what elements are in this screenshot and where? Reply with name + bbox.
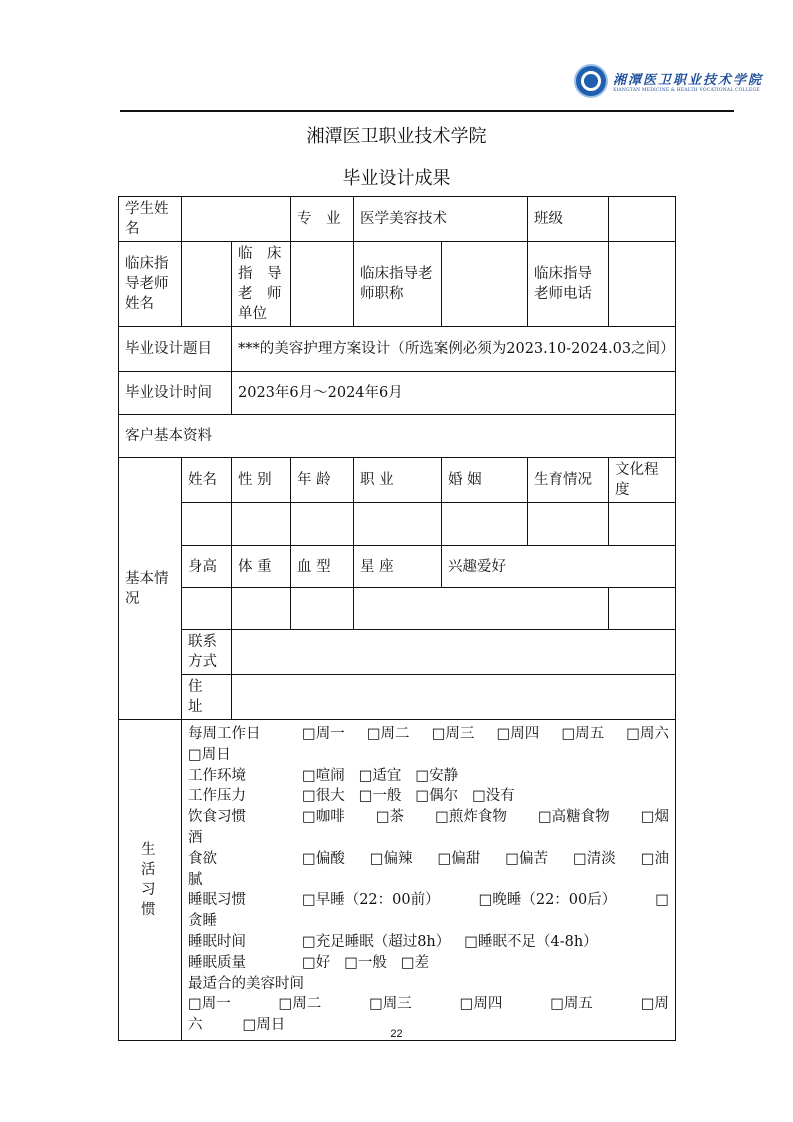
address-field[interactable] <box>232 675 676 720</box>
lifestyle-question: 工作环境 <box>188 767 246 784</box>
input-cell[interactable] <box>232 503 291 546</box>
header-cell: 生育情况 <box>528 458 609 503</box>
contact-field[interactable] <box>232 630 676 675</box>
lifestyle-question: 睡眠习惯 <box>188 892 246 909</box>
input-cell[interactable] <box>609 588 676 630</box>
lifestyle-question: 工作压力 <box>188 788 246 805</box>
checkbox-option[interactable]: □周二 <box>278 996 322 1013</box>
header-cell: 婚 姻 <box>442 458 528 503</box>
checkbox-option[interactable]: □周日 <box>242 1017 286 1034</box>
lifestyle-label: 生活习惯 <box>119 720 182 1041</box>
checkbox-option[interactable]: □油 <box>640 850 669 867</box>
input-cell[interactable] <box>182 588 232 630</box>
checkbox-option[interactable]: □周日 <box>188 746 231 763</box>
header-cell: 姓名 <box>182 458 232 503</box>
checkbox-option[interactable]: □很大 <box>302 788 345 805</box>
header-cell: 职 业 <box>354 458 442 503</box>
input-cell[interactable] <box>354 503 442 546</box>
logo-en: XIANGTAN MEDICINE & HEALTH VOCATIONAL COLLEGE <box>613 88 760 93</box>
student-name-field[interactable] <box>182 197 291 242</box>
checkbox-option[interactable]: □没有 <box>472 788 515 805</box>
class-field[interactable] <box>609 197 676 242</box>
checkbox-option[interactable]: □晚睡（22：00后） <box>478 892 617 909</box>
input-cell[interactable] <box>291 588 354 630</box>
lifestyle-line <box>188 786 669 807</box>
lifestyle-line <box>188 994 669 1015</box>
tutor-unit-label: 临 床指 导老 师单位 <box>232 242 291 327</box>
checkbox-option[interactable]: □周三 <box>369 996 412 1013</box>
lifestyle-line <box>188 953 669 974</box>
lifestyle-question: 睡眠质量 <box>188 954 246 971</box>
tutor-title-field[interactable] <box>442 242 528 327</box>
checkbox-option[interactable]: □咖啡 <box>302 809 345 826</box>
time-label: 毕业设计时间 <box>119 372 232 415</box>
header-cell: 血 型 <box>291 546 354 588</box>
header-cell: 身高 <box>182 546 232 588</box>
option-text: 酒 <box>188 829 203 846</box>
checkbox-option[interactable]: □好 <box>302 954 331 971</box>
lifestyle-line <box>188 932 669 953</box>
lifestyle-line <box>188 911 669 932</box>
time-value[interactable]: 2023年6月～2024年6月 <box>232 372 676 415</box>
checkbox-option[interactable]: □偏苦 <box>505 850 548 867</box>
checkbox-option[interactable]: □周 <box>640 996 669 1013</box>
checkbox-option[interactable]: □睡眠不足（4-8h） <box>464 933 598 950</box>
lifestyle-line <box>188 766 669 787</box>
tutor-name-field[interactable] <box>182 242 232 327</box>
checkbox-option[interactable]: □早睡（22：00前） <box>302 892 440 909</box>
college-logo <box>574 64 763 98</box>
tutor-title-label: 临床指导老师职称 <box>354 242 442 327</box>
checkbox-option[interactable]: □一般 <box>358 788 402 805</box>
client-info-heading: 客户基本资料 <box>119 415 676 458</box>
lifestyle-line <box>188 745 669 766</box>
doc-title: 湘潭医卫职业技术学院 <box>306 126 487 147</box>
lifestyle-question: 饮食习惯 <box>188 809 246 826</box>
topic-label: 毕业设计题目 <box>119 327 232 372</box>
checkbox-option[interactable]: □周一 <box>302 726 345 742</box>
checkbox-option[interactable]: □周三 <box>431 726 475 742</box>
checkbox-option[interactable]: □周一 <box>188 996 231 1013</box>
option-text: 腻 <box>188 871 203 888</box>
checkbox-option[interactable]: □煎炸食物 <box>435 809 507 826</box>
address-label: 住 址 <box>182 675 232 720</box>
class-label: 班级 <box>528 197 609 242</box>
input-cell[interactable] <box>609 503 676 546</box>
major-label: 专 业 <box>291 197 354 242</box>
checkbox-option[interactable]: □ <box>655 892 669 909</box>
lifestyle-line <box>188 849 669 870</box>
checkbox-option[interactable]: □偏甜 <box>437 850 481 867</box>
checkbox-option[interactable]: □清淡 <box>573 850 616 867</box>
checkbox-option[interactable]: □烟 <box>640 809 669 826</box>
college-seal-icon <box>574 64 608 98</box>
tutor-name-label: 临床指导老师姓名 <box>119 242 182 327</box>
checkbox-option[interactable]: □周五 <box>550 996 593 1013</box>
checkbox-option[interactable]: □偶尔 <box>415 788 459 805</box>
lifestyle-options <box>182 720 676 1041</box>
checkbox-option[interactable]: □适宜 <box>358 767 402 784</box>
option-text: 最适合的美容时间 <box>188 975 304 992</box>
checkbox-option[interactable]: □差 <box>400 954 430 971</box>
header-cell: 体 重 <box>232 546 291 588</box>
checkbox-option[interactable]: □喧闹 <box>302 767 345 784</box>
input-cell[interactable] <box>442 503 528 546</box>
form-table <box>118 196 676 1041</box>
checkbox-option[interactable]: □周五 <box>561 726 605 742</box>
input-cell[interactable] <box>182 503 232 546</box>
header-cell: 文化程度 <box>609 458 676 503</box>
page-number: 22 <box>390 1028 403 1040</box>
doc-subtitle: 毕业设计成果 <box>342 168 451 189</box>
header-cell: 年 龄 <box>291 458 354 503</box>
option-text: 六 <box>188 1017 203 1034</box>
lifestyle-question: 食欲 <box>188 850 217 867</box>
basic-info-label: 基本情况 <box>119 458 182 720</box>
header-divider <box>120 110 734 112</box>
lifestyle-line <box>188 724 669 745</box>
header-cell: 兴趣爱好 <box>442 546 676 588</box>
checkbox-option[interactable]: □一般 <box>344 954 387 971</box>
checkbox-option[interactable]: □周四 <box>459 996 503 1013</box>
option-text: 贪睡 <box>188 913 217 930</box>
input-cell[interactable] <box>354 588 609 630</box>
logo-cn: 湘潭医卫职业技术学院 <box>613 73 764 88</box>
lifestyle-line <box>188 828 669 849</box>
checkbox-option[interactable]: □茶 <box>375 809 405 826</box>
checkbox-option[interactable]: □偏辣 <box>369 850 413 867</box>
header-cell: 性 别 <box>232 458 291 503</box>
lifestyle-line <box>188 890 669 911</box>
contact-label: 联系方式 <box>182 630 232 675</box>
lifestyle-line <box>188 807 669 828</box>
checkbox-option[interactable]: □充足睡眠（超过8h） <box>302 933 451 950</box>
lifestyle-line <box>188 974 669 995</box>
lifestyle-question: 睡眠时间 <box>188 933 246 950</box>
lifestyle-question: 每周工作日 <box>188 726 261 742</box>
input-cell[interactable] <box>528 503 609 546</box>
header-cell: 星 座 <box>354 546 442 588</box>
checkbox-option[interactable]: □高糖食物 <box>537 809 610 826</box>
lifestyle-line <box>188 870 669 891</box>
checkbox-option[interactable]: □偏酸 <box>302 850 345 867</box>
input-cell[interactable] <box>232 588 291 630</box>
tutor-phone-field[interactable] <box>609 242 676 327</box>
checkbox-option[interactable]: □周四 <box>496 726 540 742</box>
checkbox-option[interactable]: □安静 <box>415 767 459 784</box>
input-cell[interactable] <box>291 503 354 546</box>
topic-value[interactable]: ***的美容护理方案设计（所选案例必须为2023.10-2024.03之间） <box>232 327 676 372</box>
checkbox-option[interactable]: □周二 <box>366 726 410 742</box>
student-name-label: 学生姓名 <box>119 197 182 242</box>
tutor-unit-field[interactable] <box>291 242 354 327</box>
major-value: 医学美容技术 <box>354 197 528 242</box>
checkbox-option[interactable]: □周六 <box>626 726 669 742</box>
tutor-phone-label: 临床指导老师电话 <box>528 242 609 327</box>
